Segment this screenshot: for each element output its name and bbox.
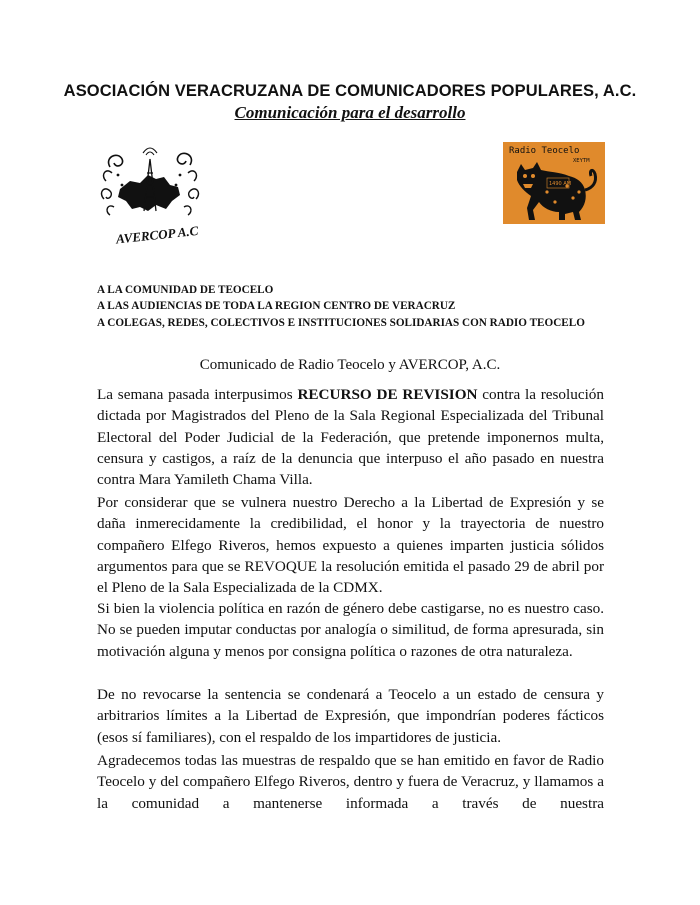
paragraph-5	[97, 750, 604, 814]
paragraph-2-text: Por considerar que se vulnera nuestro Derecho a la Libertad de Expresión y se daña inmerecidamente la credibilidad, el honor y la trayectoria de nuestro compañero Elfego Riveros, hemos expuesto a quienes imparten justicia sólidos argumentos para que se REVOQUE la resolución emitida el pasado 29 de abril por el Pleno de la Sala Especializada de la CDMX.	[97, 494, 604, 597]
paragraph-1-rest: contra la resolución dictada por Magistrados del Pleno de la Sala Regional Especializada del Tribunal Electoral del Poder Judicial de la Federación, que pretende imponernos multa, censura y castigos, a raíz de la denuncia que interpuso el año pasado en nuestra contra Mara Yamileth Chama Villa.	[97, 386, 604, 489]
recipient-line: A LA COMUNIDAD DE TEOCELO	[97, 284, 274, 296]
organization-slogan: Comunicación para el desarrollo	[234, 103, 466, 122]
organization-title: ASOCIACIÓN VERACRUZANA DE COMUNICADORES POPULARES, A.C.	[63, 82, 637, 100]
statement-subject: Comunicado de Radio Teocelo y AVERCOP, A.C.	[199, 357, 501, 373]
paragraph-4	[97, 684, 604, 748]
radio-logo-title: Radio Teocelo	[509, 146, 580, 156]
radio-teocelo-logo	[503, 142, 605, 224]
paragraph-1-intro: La semana pasada interpusimos	[97, 386, 298, 403]
avercop-logo-text: AVERCOP A.C	[115, 222, 199, 247]
paragraph-1-highlight: RECURSO DE REVISION	[297, 386, 478, 403]
paragraph-4-text: De no revocarse la sentencia se condenará a Teocelo a un estado de censura y arbitrarios límites a la Libertad de Expresión, que impondrían poderes fácticos (esos sí familiares), con el respaldo de los impartidores de justicia.	[97, 686, 604, 746]
paragraph-1	[97, 384, 604, 490]
paragraph-5-text: Agradecemos todas las muestras de respaldo que se han emitido en favor de Radio Teocelo y del compañero Elfego Riveros, dentro y fuera de Veracruz, y llamamos a la comunidad a mantenerse informada a través de nuestra	[97, 752, 604, 812]
paragraph-3-text: Si bien la violencia política en razón de género debe castigarse, no es nuestro caso. No se pueden imputar conductas por analogía o similitud, de forma apresurada, sin motivación alguna y menos por consigna política o razones de otra naturaleza.	[97, 600, 604, 660]
radio-logo-callsign: XEYTM	[573, 158, 590, 164]
paragraph-2	[97, 492, 604, 598]
recipient-line: A LAS AUDIENCIAS DE TODA LA REGION CENTRO DE VERACRUZ	[97, 300, 456, 313]
recipient-line: A COLEGAS, REDES, COLECTIVOS E INSTITUCIONES SOLIDARIAS CON RADIO TEOCELO	[97, 316, 585, 329]
paragraph-3	[97, 598, 604, 662]
avercop-logo	[96, 145, 204, 253]
recipients-block	[97, 282, 617, 331]
radio-logo-frequency: 1490 AM	[549, 181, 572, 187]
